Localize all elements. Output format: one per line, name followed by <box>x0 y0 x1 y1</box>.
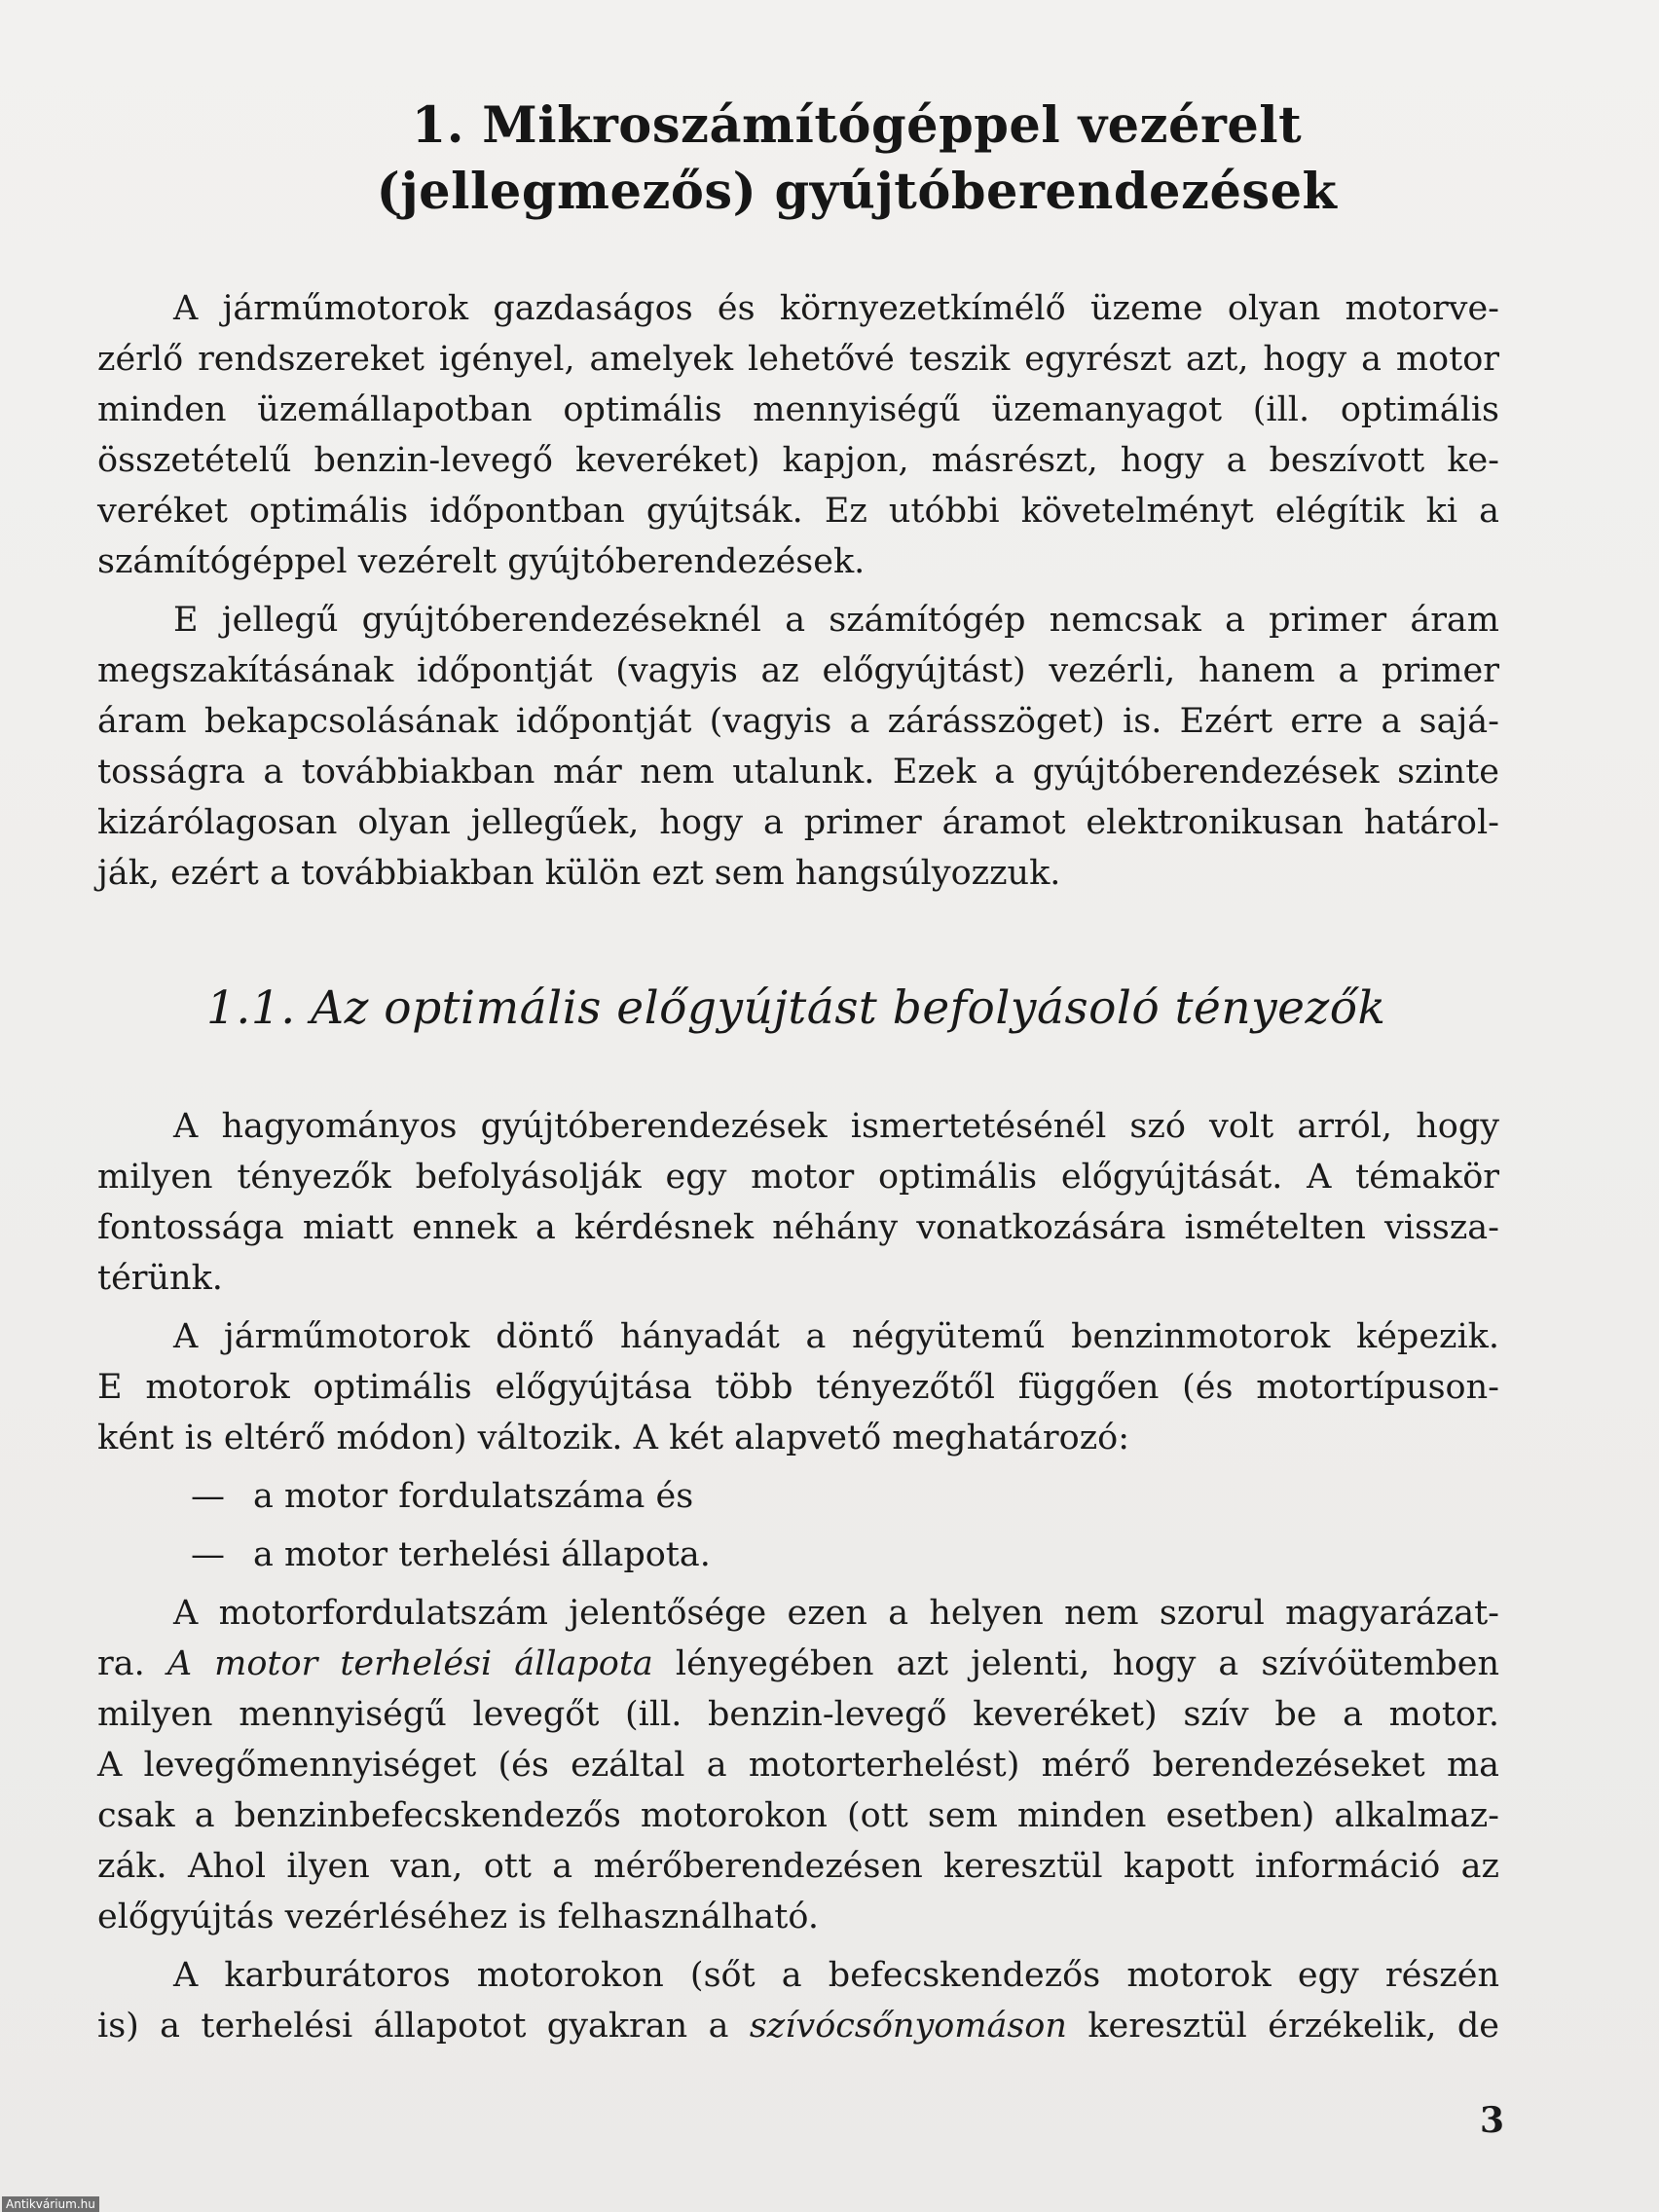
section-p1-line-4: térünk. <box>97 1259 223 1298</box>
list-item <box>191 1477 694 1516</box>
section-p1-line-3: fontossága miatt ennek a kérdésnek néhány vonatkozására ismételten vissza- <box>97 1208 1499 1247</box>
chapter-title-line-2: (jellegmezős) gyújtóberendezések <box>376 163 1338 221</box>
intro-p1-line-3: minden üzemállapotban optimális mennyiségű üzemanyagot (ill. optimális <box>97 390 1499 429</box>
intro-p2-line-4: tosságra a továbbiakban már nem utalunk. Ezek a gyújtóberendezések szinte <box>97 753 1499 792</box>
section-p3-line-7: előgyújtás vezérléséhez is felhasználható. <box>97 1898 819 1936</box>
intro-p1-line-5: veréket optimális időpontban gyújtsák. Ez utóbbi követelményt elégítik ki a <box>97 492 1499 531</box>
list-item-text: a motor fordulatszáma és <box>253 1477 694 1516</box>
section-p2-line-3: ként is eltérő módon) változik. A két alapvető meghatározó: <box>97 1419 1130 1457</box>
intro-p2-line-2: megszakításának időpontját (vagyis az előgyújtást) vezérli, hanem a primer <box>97 651 1499 690</box>
intro-p2-line-6: ják, ezért a továbbiakban külön ezt sem hangsúlyozzuk. <box>97 854 1061 893</box>
section-p3-line-1: A motorfordulatszám jelentősége ezen a helyen nem szorul magyarázat- <box>173 1594 1499 1633</box>
section-title: 1.1. Az optimális előgyújtást befolyásoló tényezők <box>206 981 1386 1035</box>
section-p3-line-2 <box>97 1644 1499 1683</box>
section-p3-line-6: zák. Ahol ilyen van, ott a mérőberendezésen keresztül kapott információ az <box>97 1847 1499 1886</box>
intro-p1-line-6: számítógéppel vezérelt gyújtóberendezések. <box>97 542 866 581</box>
intro-p2-line-5: kizárólagosan olyan jellegűek, hogy a primer áramot elektronikusan határol- <box>97 803 1499 842</box>
intro-p1-line-2: zérlő rendszereket igényel, amelyek lehetővé teszik egyrészt azt, hogy a motor <box>97 340 1499 379</box>
p3-line2-pre: ra. <box>97 1644 145 1683</box>
intro-p2-line-1: E jellegű gyújtóberendezéseknél a számítógép nemcsak a primer áram <box>173 601 1499 640</box>
section-p2-line-1: A járműmotorok döntő hányadát a négyütemű benzinmotorok képezik. <box>173 1317 1499 1356</box>
p3-line2-italic: A motor terhelési állapota <box>166 1644 653 1683</box>
p4-line2-italic: szívócsőnyomáson <box>749 2007 1067 2046</box>
p4-line2-pre: is) a terhelési állapotot gyakran a <box>97 2007 729 2046</box>
page-number: 3 <box>1480 2100 1505 2141</box>
intro-p1-line-4: összetételű benzin-levegő keveréket) kapjon, másrészt, hogy a beszívott ke- <box>97 441 1499 480</box>
intro-p1-line-1: A járműmotorok gazdaságos és környezetkímélő üzeme olyan motorve- <box>173 289 1499 328</box>
intro-p2-line-3: áram bekapcsolásának időpontját (vagyis a zárásszöget) is. Ezért erre a sajá- <box>97 702 1499 741</box>
section-p3-line-3: milyen mennyiségű levegőt (ill. benzin-levegő keveréket) szív be a motor. <box>97 1695 1499 1734</box>
section-p4-line-2 <box>97 2009 1499 2044</box>
list-dash: — <box>191 1535 225 1574</box>
section-p4-line-1: A karburátoros motorokon (sőt a befecskendezős motorok egy részén <box>173 1956 1499 1995</box>
list-dash: — <box>191 1477 225 1516</box>
list-item <box>191 1535 711 1574</box>
p3-line2-post: lényegében azt jelenti, hogy a szívóütemben <box>675 1644 1499 1683</box>
section-p1-line-2: milyen tényezők befolyásolják egy motor optimális előgyújtását. A témakör <box>97 1158 1499 1197</box>
section-p3-line-4: A levegőmennyiséget (és ezáltal a motorterhelést) mérő berendezéseket ma <box>97 1746 1499 1785</box>
section-p1-line-1: A hagyományos gyújtóberendezések ismertetésénél szó volt arról, hogy <box>173 1107 1499 1146</box>
p4-line2-post: keresztül érzékelik, de <box>1088 2007 1499 2046</box>
section-p3-line-5: csak a benzinbefecskendezős motorokon (ott sem minden esetben) alkalmaz- <box>97 1796 1499 1835</box>
section-p2-line-2: E motorok optimális előgyújtása több tényezőtől függően (és motortípuson- <box>97 1368 1499 1407</box>
source-watermark: Antikvárium.hu <box>2 2196 99 2212</box>
list-item-text: a motor terhelési állapota. <box>253 1535 711 1574</box>
chapter-title-line-1: 1. Mikroszámítógéppel vezérelt <box>411 96 1303 155</box>
